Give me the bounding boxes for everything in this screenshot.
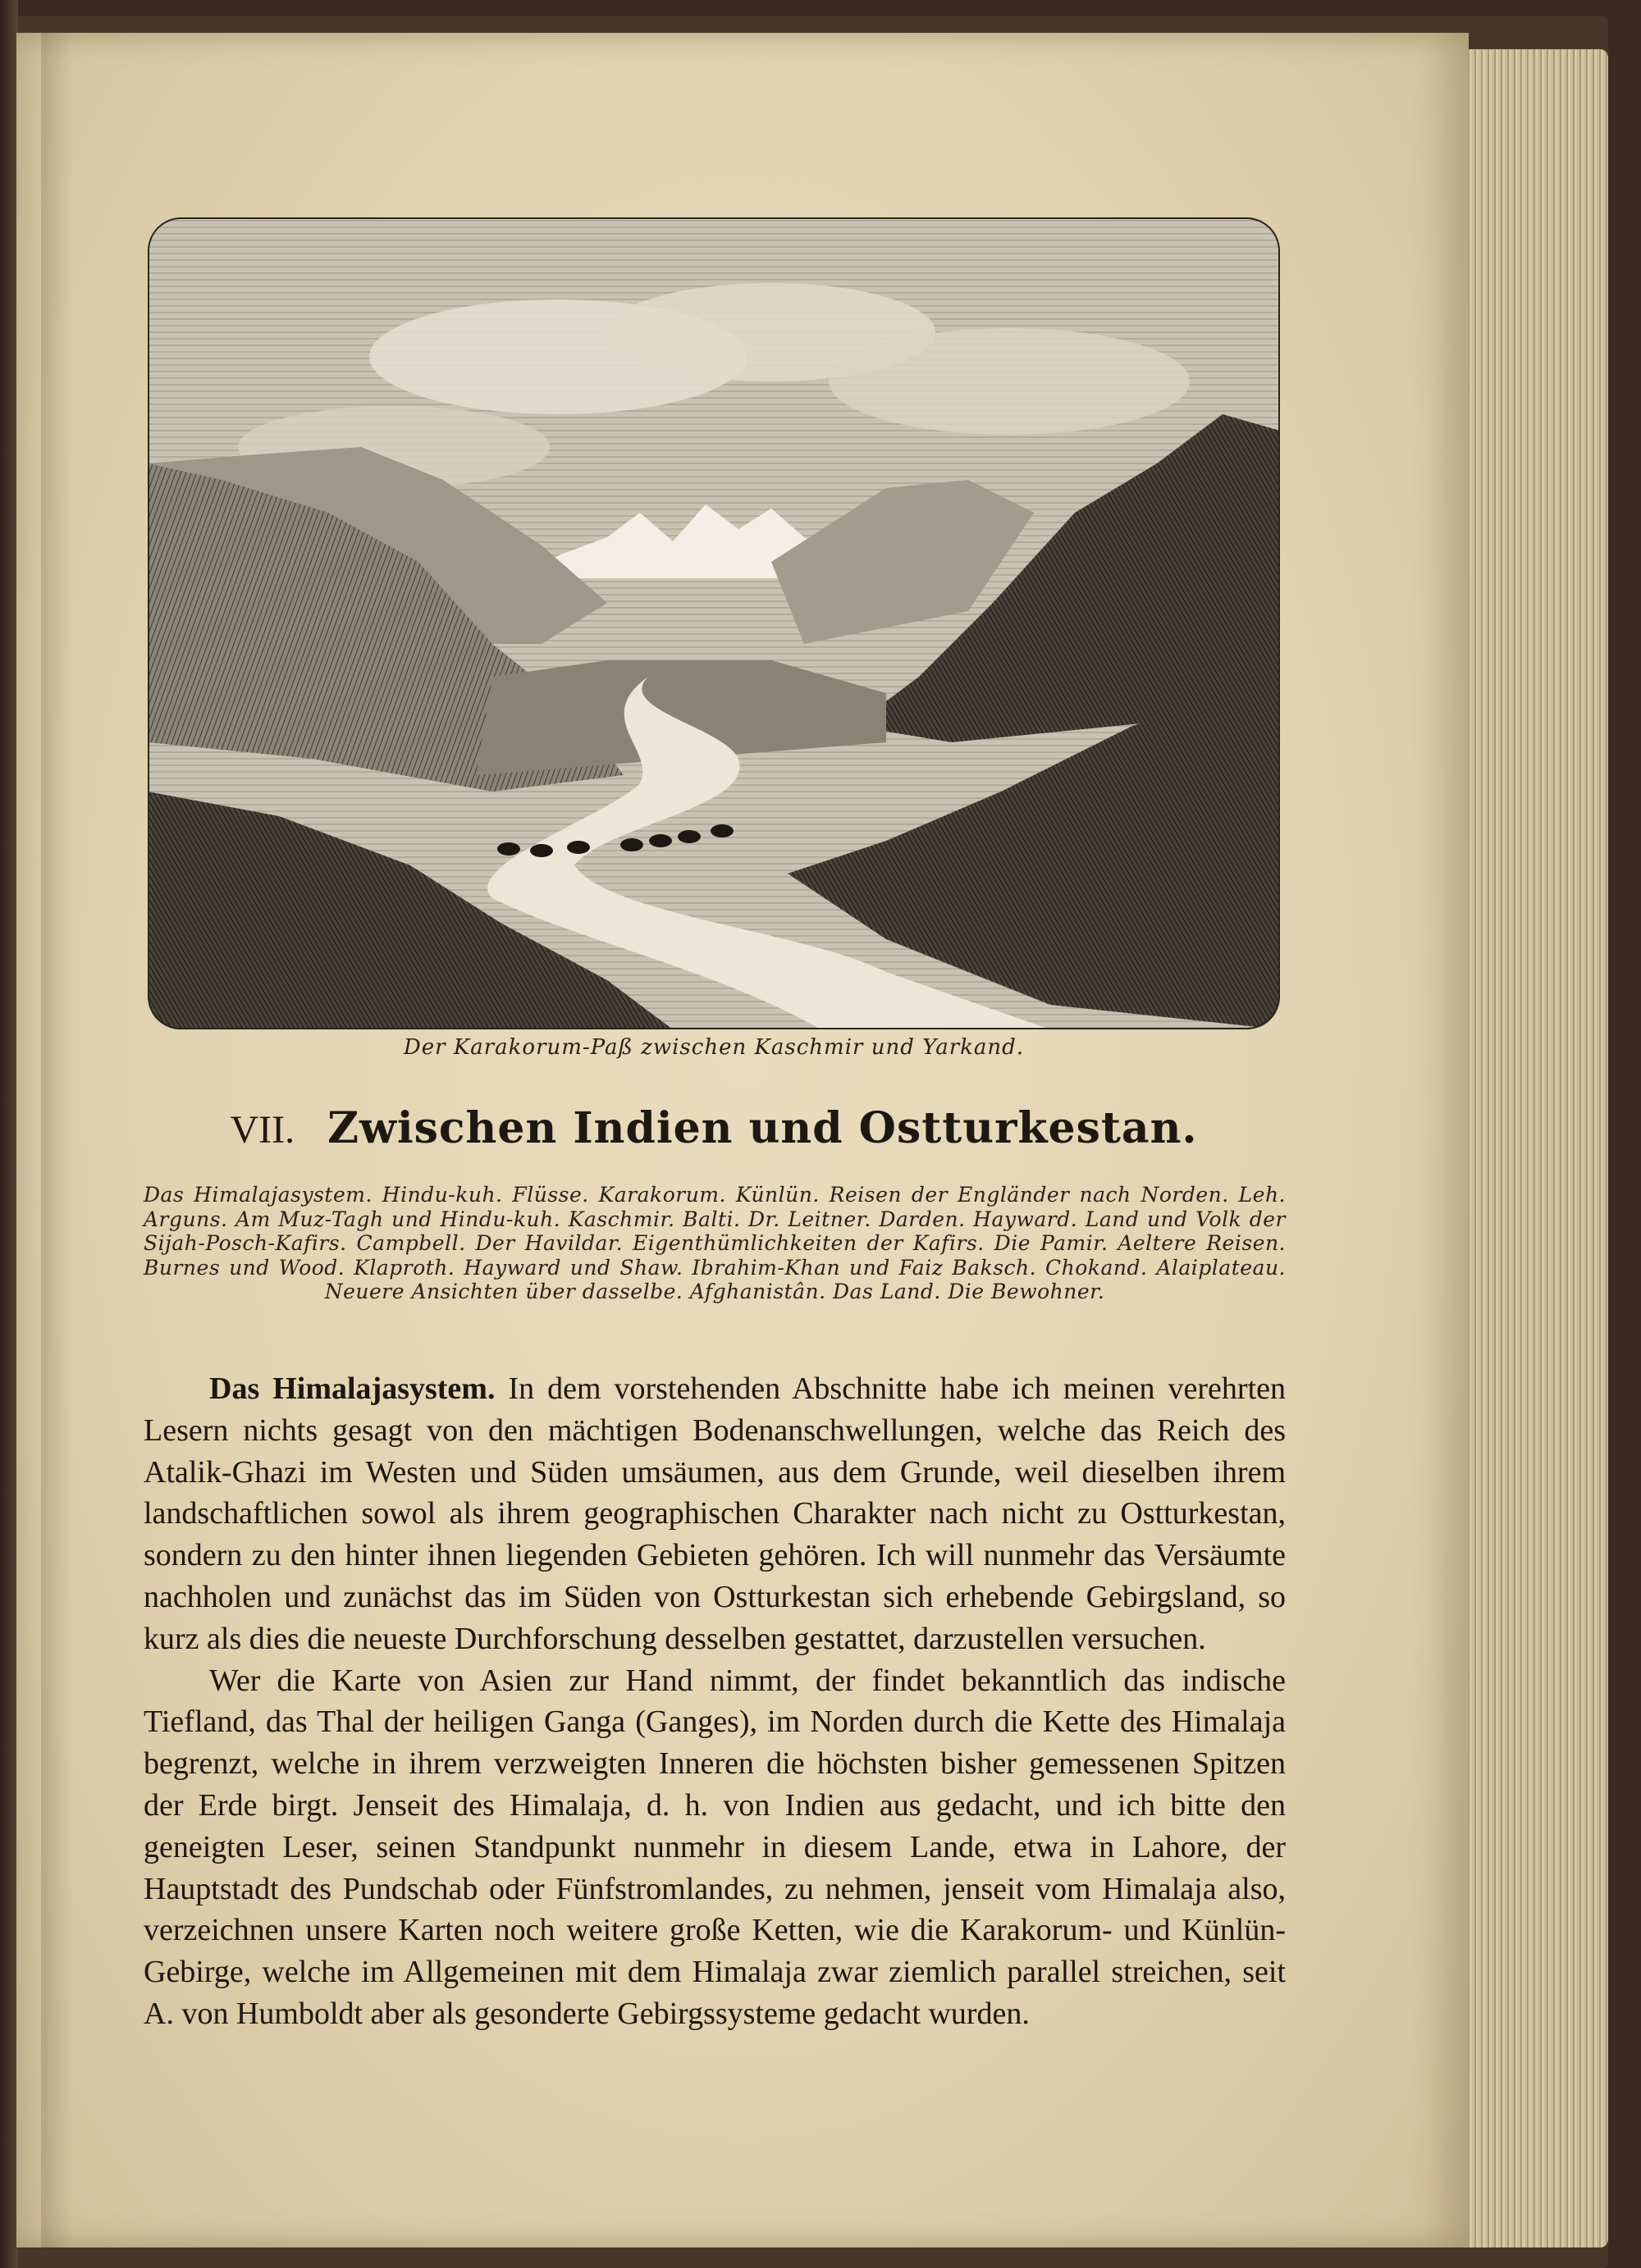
paragraph-1-lead: Das Himalajasystem. [209,1371,496,1406]
illustration-caption: Der Karakorum-Paß zwischen Kaschmir und Yarkand. [403,1035,1025,1060]
paragraph-2: Wer die Karte von Asien zur Hand nimmt, der findet bekanntlich das indische Tiefland, das Thal der heiligen Ganga (Ganges), im Norden durch die Kette des Himalaja begrenzt, welche in ihrem verzweigten Inneren die höchsten bisher gemessenen Spitzen der Erde birgt. Jenseit des Himalaja, d. h. von Indien aus gedacht, und ich bitte den geneigten Leser, seinen Standpunkt nunmehr in diesem Lande, etwa in Lahore, der Hauptstadt des Pundschab oder Fünfstromlandes, zu nehmen, jenseit vom Himalaja also, verzeichnen unsere Karten noch weitere große Ketten, wie die Karakorum- und Künlün-Gebirge, welche im Allgemeinen mit dem Himalaja zwar ziemlich parallel streichen, seit A. von Humboldt aber als gesonderte Gebirgssysteme gedacht wurden. [144,1663,1286,2031]
body-text [144,1368,1286,2035]
paragraph-1-text: In dem vorstehenden Abschnitte habe ich meinen verehrten Lesern nichts gesagt von den mächtigen Bodenanschwellungen, welche das Reich des Atalik-Ghazi im Westen und Süden umsäumen, aus dem Grunde, weil dieselben ihrem landschaftlichen sowol als ihrem geographischen Charakter nach nicht zu Ostturkestan, sondern zu den hinter ihnen liegenden Gebieten gehören. Ich will nunmehr das Versäumte nachholen und zunächst das im Süden von Ostturkestan sich erhebende Gebirgsland, so kurz als dies die neueste Durchforschung desselben gestattet, darzustellen versuchen. [144,1371,1287,1656]
book-spine [0,0,18,2268]
book-page [16,33,1469,2247]
chapter-title: Zwischen Indien und Ostturkestan. [327,1103,1198,1153]
chapter-heading [148,1103,1280,1153]
engraving-illustration [148,217,1280,1029]
chapter-summary: Das Himalajasystem. Hindu-kuh. Flüsse. Karakorum. Künlün. Reisen der Engländer nach Norden. Leh. Arguns. Am Muz-Tagh und Hindu-kuh. Kaschmir. Balti. Dr. Leitner. Darden. Hayward. Land und Volk der Sijah-Posch-Kafirs. Campbell. Der Havildar. Eigenthümlichkeiten der Kafirs. Die Pamir. Aeltere Reisen. Burnes und Wood. Klaproth. Hayward und Shaw. Ibrahim-Khan und Faiz Baksch. Chokand. Alaiplateau. Neuere Ansichten über dasselbe. Afghanistân. Das Land. Die Bewohner. [144,1183,1286,1303]
mountain-valley-engraving [148,217,1280,1029]
paragraph-1 [144,1368,1286,1660]
chapter-number: VII. [230,1108,295,1152]
page-edges [1452,49,1608,2247]
page-gutter-shadow [41,33,74,2247]
